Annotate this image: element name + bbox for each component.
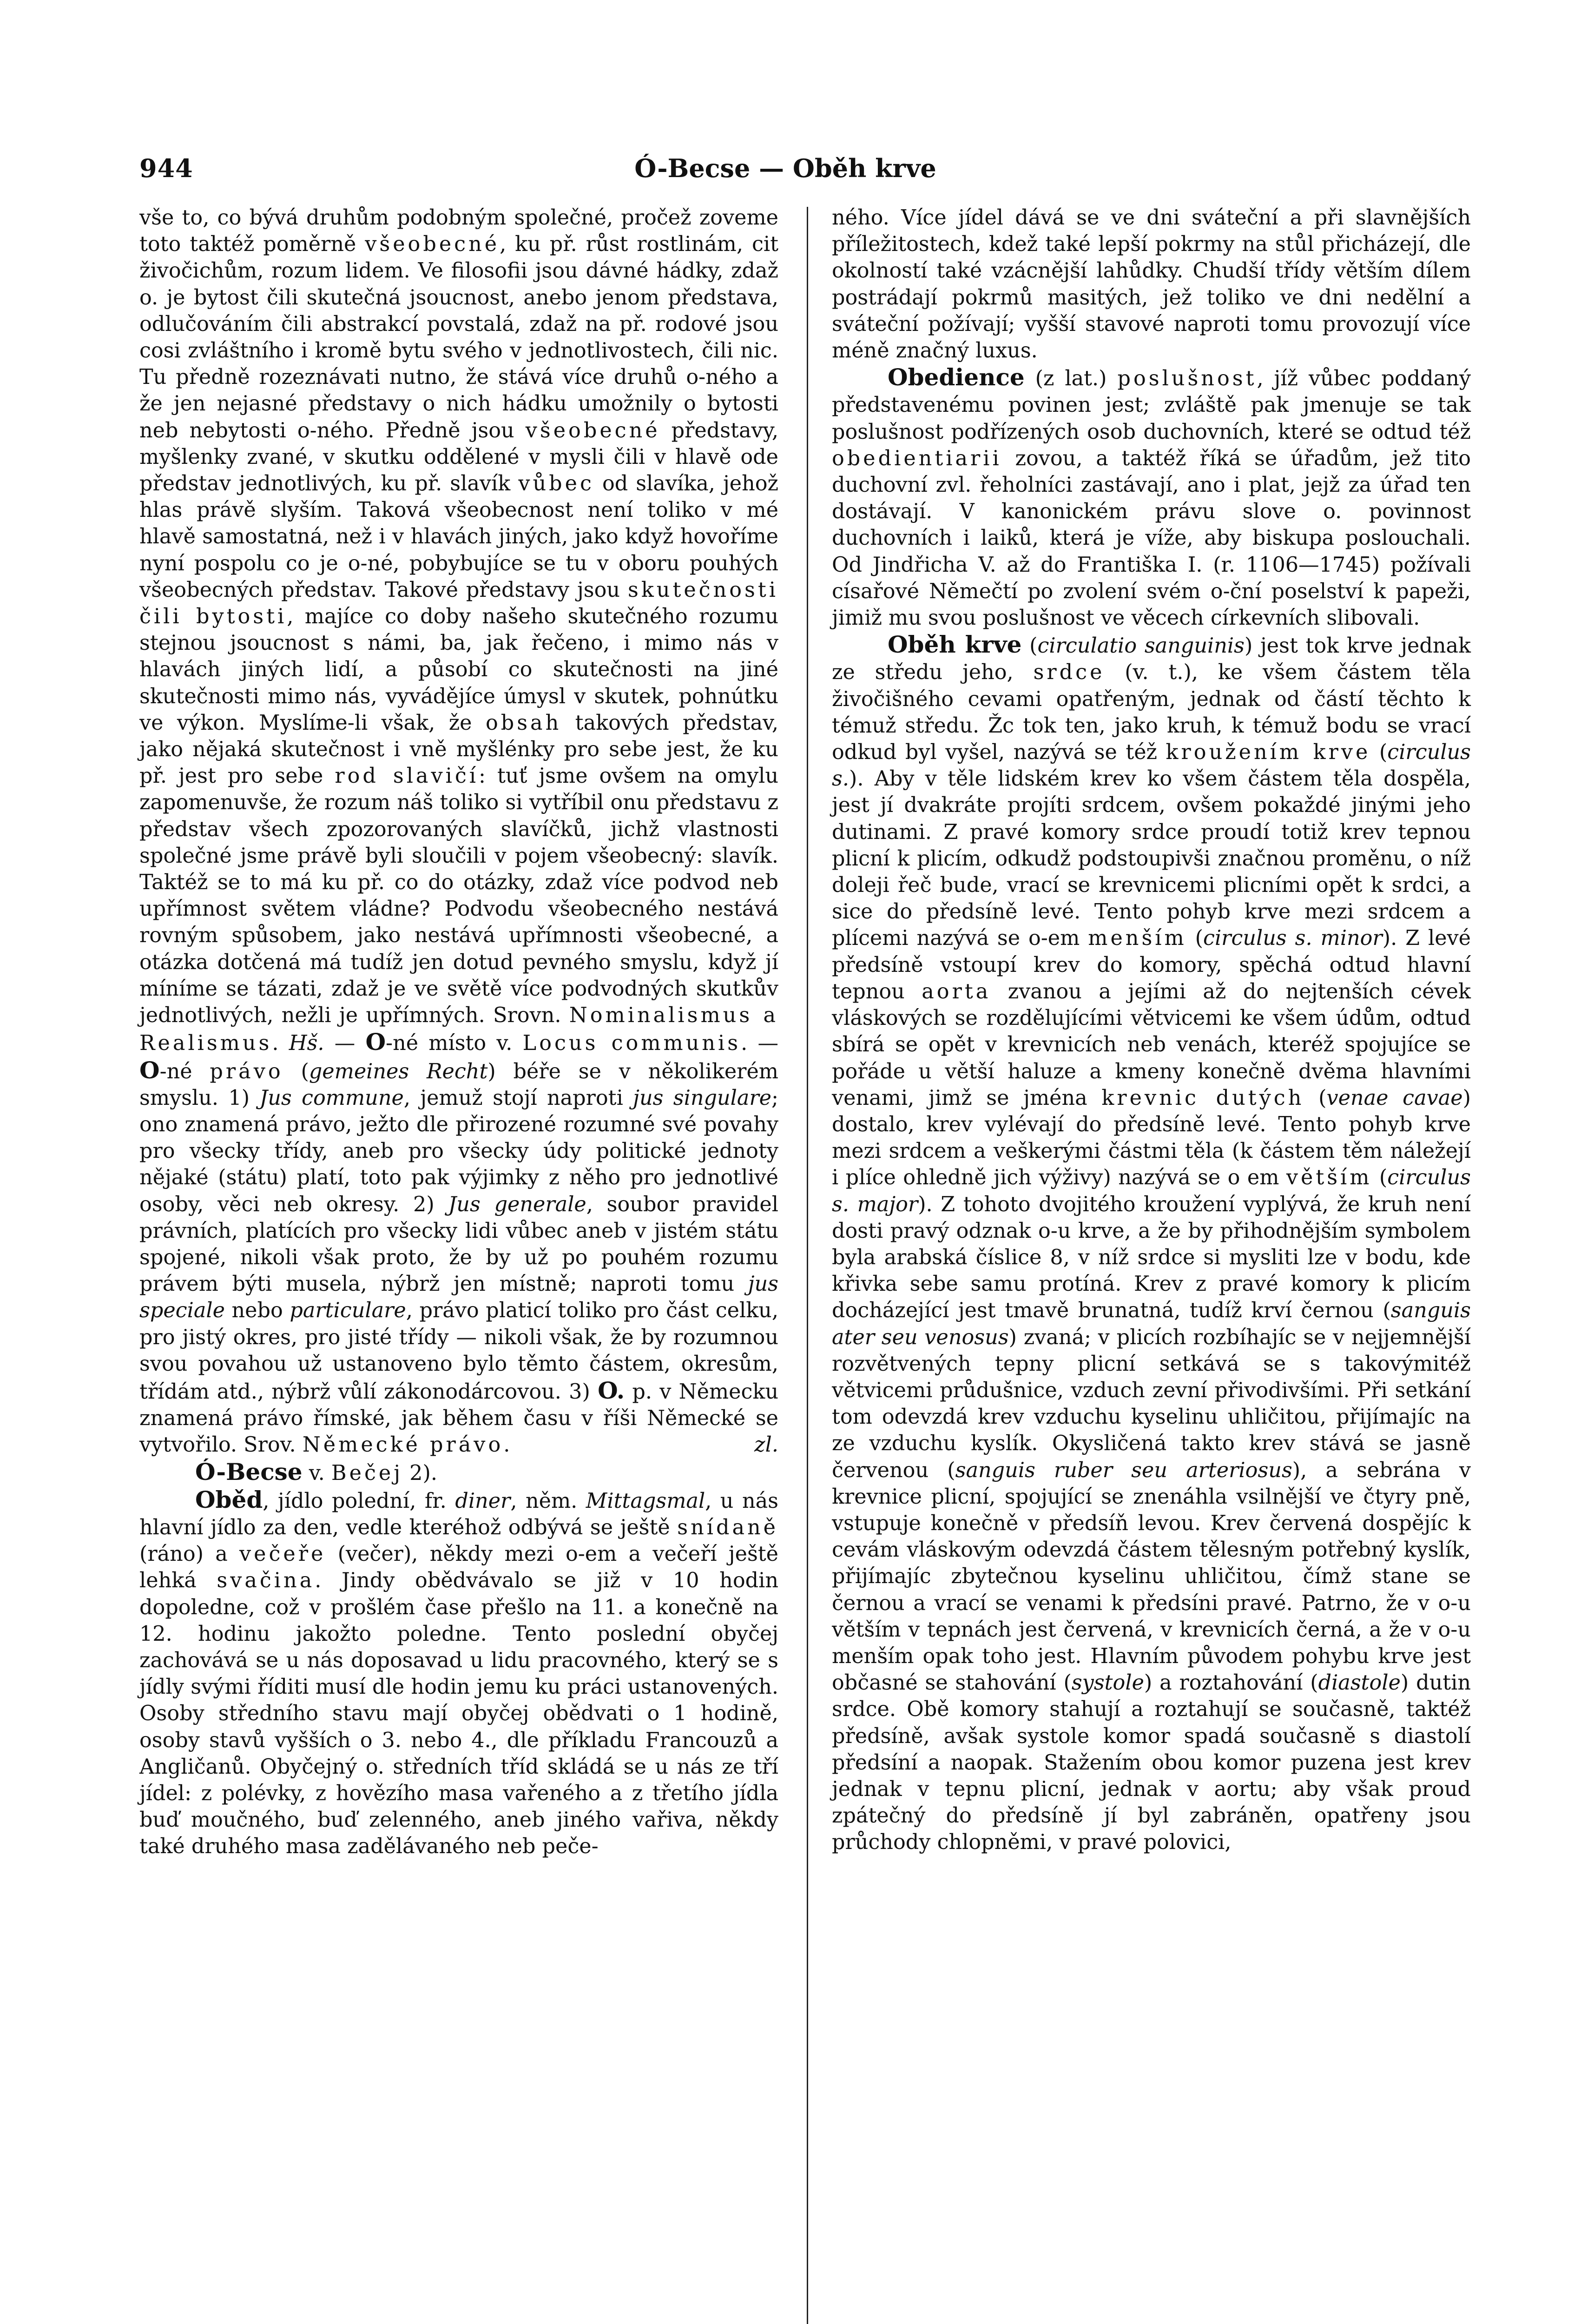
entry-obed: Oběd, jídlo polední, fr. diner, něm. Mittagsmal, u nás hlavní jídlo za den, vedle kteréhož odbývá se ještě snídaně (ráno) a večeře (večer), někdy mezi o-em a večeří ještě lehká svačina. Jindy obědvávalo se již v 10 hodin dopoledne, což v prošlém čase přešlo na 11. a konečně na 12. hodinu jakožto poledne. Tento poslední obyčej zachovává se u nás doposavad u lidu pracovného, který se s jídly svými říditi musí dle hodin jemu ku práci ustanovených. Osoby středního stavu mají obyčej obědvati o 1 hodině, osoby stavů vyšších o 3. nebo 4., dle příkladu Francouzů a Angličanů. Obyčejný o. středních tříd skládá se u nás ze tří jídel: z polévky, z hovězího masa vařeného a z třetího jídla buď moučného, buď zelenného, aneb jiného vařiva, někdy také druhého masa zadělávaného neb peče- — [139, 1486, 778, 1859]
page-number: 944 — [139, 153, 193, 183]
left-column — [139, 205, 778, 1860]
right-column — [832, 205, 1471, 1856]
entry-o-becse: Ó-Becse v. Bečej 2). — [195, 1458, 437, 1486]
running-head: Ó-Becse — Oběh krve — [634, 153, 936, 183]
page-header — [139, 153, 1431, 191]
column-divider — [807, 207, 808, 2324]
entry-obedience: Obedience (z lat.) poslušnost, jíž vůbec poddaný představenému povinen jest; zvláště pak jmenuje se tak poslušnost podřízených osob duchovních, které se odtud též obedientiarii zovou, a taktéž říká se úřadům, jež tito duchovní zvl. řeholníci zastávají, ano i plat, jejž za úřad ten dostávají. V kanonickém právu slove o. povinnost duchovních i laiků, která je víže, aby biskupa poslouchali. Od Jindřicha V. až do Františka I. (r. 1106—1745) požívali císařové Němečtí po zvolení svém o-ční poselství k papeži, jimiž mu svou poslušnost ve věcech církevních slibovali. — [832, 363, 1471, 630]
entry-obed-continuation: ného. Více jídel dává se ve dni sváteční a při slavnějších příležitostech, kdež také lepší pokrmy na stůl přicházejí, dle okolností také vzácnější lahůdky. Chudší třídy větším dílem postrádají pokrmů masitých, jež toliko ve dni nedělní a sváteční požívají; vyšší stavové naproti tomu provozují více méně značný luxus. — [832, 206, 1471, 363]
entry-obeh-krve: Oběh krve (circulatio sanguinis) jest tok krve jednak ze středu jeho, srdce (v. t.), ke všem částem těla živočišného cevami opatřeným, jednak od částí těchto k témuž středu. Žc tok ten, jako kruh, k témuž bodu se vrací odkud byl vyšel, nazývá se též kroužením krve (circulus s.). Aby v těle lidském krev ko všem částem těla dospěla, jest jí dvakráte projíti srdcem, ovšem pokaždé jinými jeho dutinami. Z pravé komory srdce proudí totiž krev tepnou plicní k plicím, odkudž podstoupivši značnou proměnu, o níž doleji řeč bude, vrací se krevnicemi plicními opět k srdci, a sice do předsíně levé. Tento pohyb krve mezi srdcem a plícemi nazývá se o-em menším (circulus s. minor). Z levé předsíně vstoupí krev do komory, spěchá odtud hlavní tepnou aorta zvanou a jejími až do nejtenších cévek vláskových se rozdělujícími větvicemi ke všem údům, odtud sbírá se opět v krevnicích neb venách, kteréž spojujíce se pořáde u větší haluze a kmeny konečně dvěma hlavními venami, jimž se jména krevnic dutých (venae cavae) dostalo, krev vylévají do předsíně levé. Tento pohyb krve mezi srdcem a veškerými částmi těla (k částem těm náležejí i plíce ohledně jich výživy) nazývá se o em větším (circulus s. major). Z tohoto dvojitého kroužení vyplývá, že kruh není dosti pravý odznak o-u krve, a že by přihodnějším symbolem byla arabská číslice 8, v níž srdce si mysliti lze v bodu, kde křivka sebe samu protíná. Krev z pravé komory k plicím docházející jest tmavě brunatná, tudíž krví černou (sanguis ater seu venosus) zvaná; v plicích rozbíhajíc se v nejjemnější rozvětvených tepny plicní setkává se s takovýmitéž větvicemi průdušnice, vzduch zevní přivodivšími. Při setkání tom odevzdá krev vzduchu kyselinu uhličitou, přijímajíc na ze vzduchu kyslík. Okysličená takto krev stává se jasně červenou (sanguis ruber seu arteriosus), a sebrána v krevnice plicní, spojující se znenáhla vsilnější ve čtyry pně, vstupuje konečně v předsíň levou. Krev červená dospějíc k cevám vláskovým odevzdá částem tělesným potřebný kyslík, přijímajíc zbytečnou kyselinu uhličitou, čímž stane se černou a vrací se venami k předsíni pravé. Patrno, že v o-u větším v tepnách jest červená, v krevnicích černá, a že v o-u menším opak toho jest. Hlavním původem pohybu krve jest občasné se stahování (systole) a roztahování (diastole) dutin srdce. Obě komory stahují a roztahují se současně, taktéž předsíně, avšak systole komor spadá současně s diastolí předsíní a naopak. Stažením obou komor puzena jest krev jednak v tepnu plicní, jednak v aortu; aby však proud zpátečný do předsíně jí byl zabráněn, opatřeny jsou průchody chlopněmi, v pravé polovici, — [832, 631, 1471, 1855]
entry-obecne-continuation: vše to, co bývá druhům podobným společné, pročež zoveme toto taktéž poměrně všeobecné, ku př. růst rostlinám, cit živočichům, rozum lidem. Ve filosofii jsou dávné hádky, zdaž o. je bytost čili skutečná jsoucnost, anebo jenom představa, odlučováním čili abstrakcí povstalá, zdaž na př. rodové jsou cosi zvláštního i kromě bytu svého v jednotlivostech, čili nic. Tu předně rozeznávati nutno, že stává více druhů o-ného a že jen nejasné představy o nich hádku umožnily o bytosti neb nebytosti o-ného. Předně jsou všeobecné představy, myšlenky zvané, v skutku oddělené v mysli čili v hlavě ode představ jednotlivých, ku př. slavík vůbec od slavíka, jehož hlas právě slyším. Taková všeobecnost není toliko v mé hlavě samostatná, než i v hlavách jiných, jako když hovoříme nyní pospolu co je o-né, pobybujíce se tu v oboru pouhých všeobecných představ. Takové představy jsou skutečnosti čili bytosti, majíce co doby našeho skutečného rozumu stejnou jsoucnost s námi, ba, jak řečeno, i mimo nás v hlavách jiných lidí, a působí co skutečnosti na jiné skutečnosti mimo nás, vyvádějíce úmysl v skutek, pohnútku ve výkon. Myslíme-li však, že obsah takových představ, jako nějaká skutečnost i vně myšlénky pro sebe jest, že ku př. jest pro sebe rod slavičí: tuť jsme ovšem na omylu zapomenuvše, že rozum náš toliko si vytříbil onu představu z představ všech zpozorovaných slavíčků, jichž vlastnosti společné jsme právě byli sloučili v pojem všeobecný: slavík. Taktéž se to má ku př. co do otázky, zdaž více podvod neb upřímnost světem vládne? Podvodu všeobecného nestává rovným spůsobem, jako nestává upřímnosti všeobecné, a otázka dotčená má tudíž jen dotud pevného smyslu, když jí míníme se tázati, zdaž je ve světě více podvodných skutkův jednotlivých, nežli je upřímných. Srovn. Nominalismus a Realismus. Hš. — O-né místo v. Locus communis. — O-né právo (gemeines Recht) béře se v několikerém smyslu. 1) Jus commune, jemuž stojí naproti jus singulare; ono znamená právo, ježto dle přirozené rozumné své povahy pro všecky třídy, aneb pro všecky údy politické jednoty nějaké (státu) platí, toto pak výjimky z něho pro jednotlivé osoby, věci neb okresy. 2) Jus generale, soubor pravidel právních, platících pro všecky lidi vůbec aneb v jistém státu spojené, nikoli však proto, že by už po pouhém rozumu právem býti musela, nýbrž jen místně; naproti tomu jus speciale nebo particulare, právo platicí toliko pro část celku, pro jistý okres, pro jisté třídy — nikoli však, že by rozumnou svou povahou už ustanoveno bylo těmto částem, okresům, třídám atd., nýbrž vůlí zákonodárcovou. 3) O. p. v Německu znamená právo římské, jak během času v říši Německé se vytvořilo. Srov. Německé právo. zl. — [139, 206, 779, 1457]
